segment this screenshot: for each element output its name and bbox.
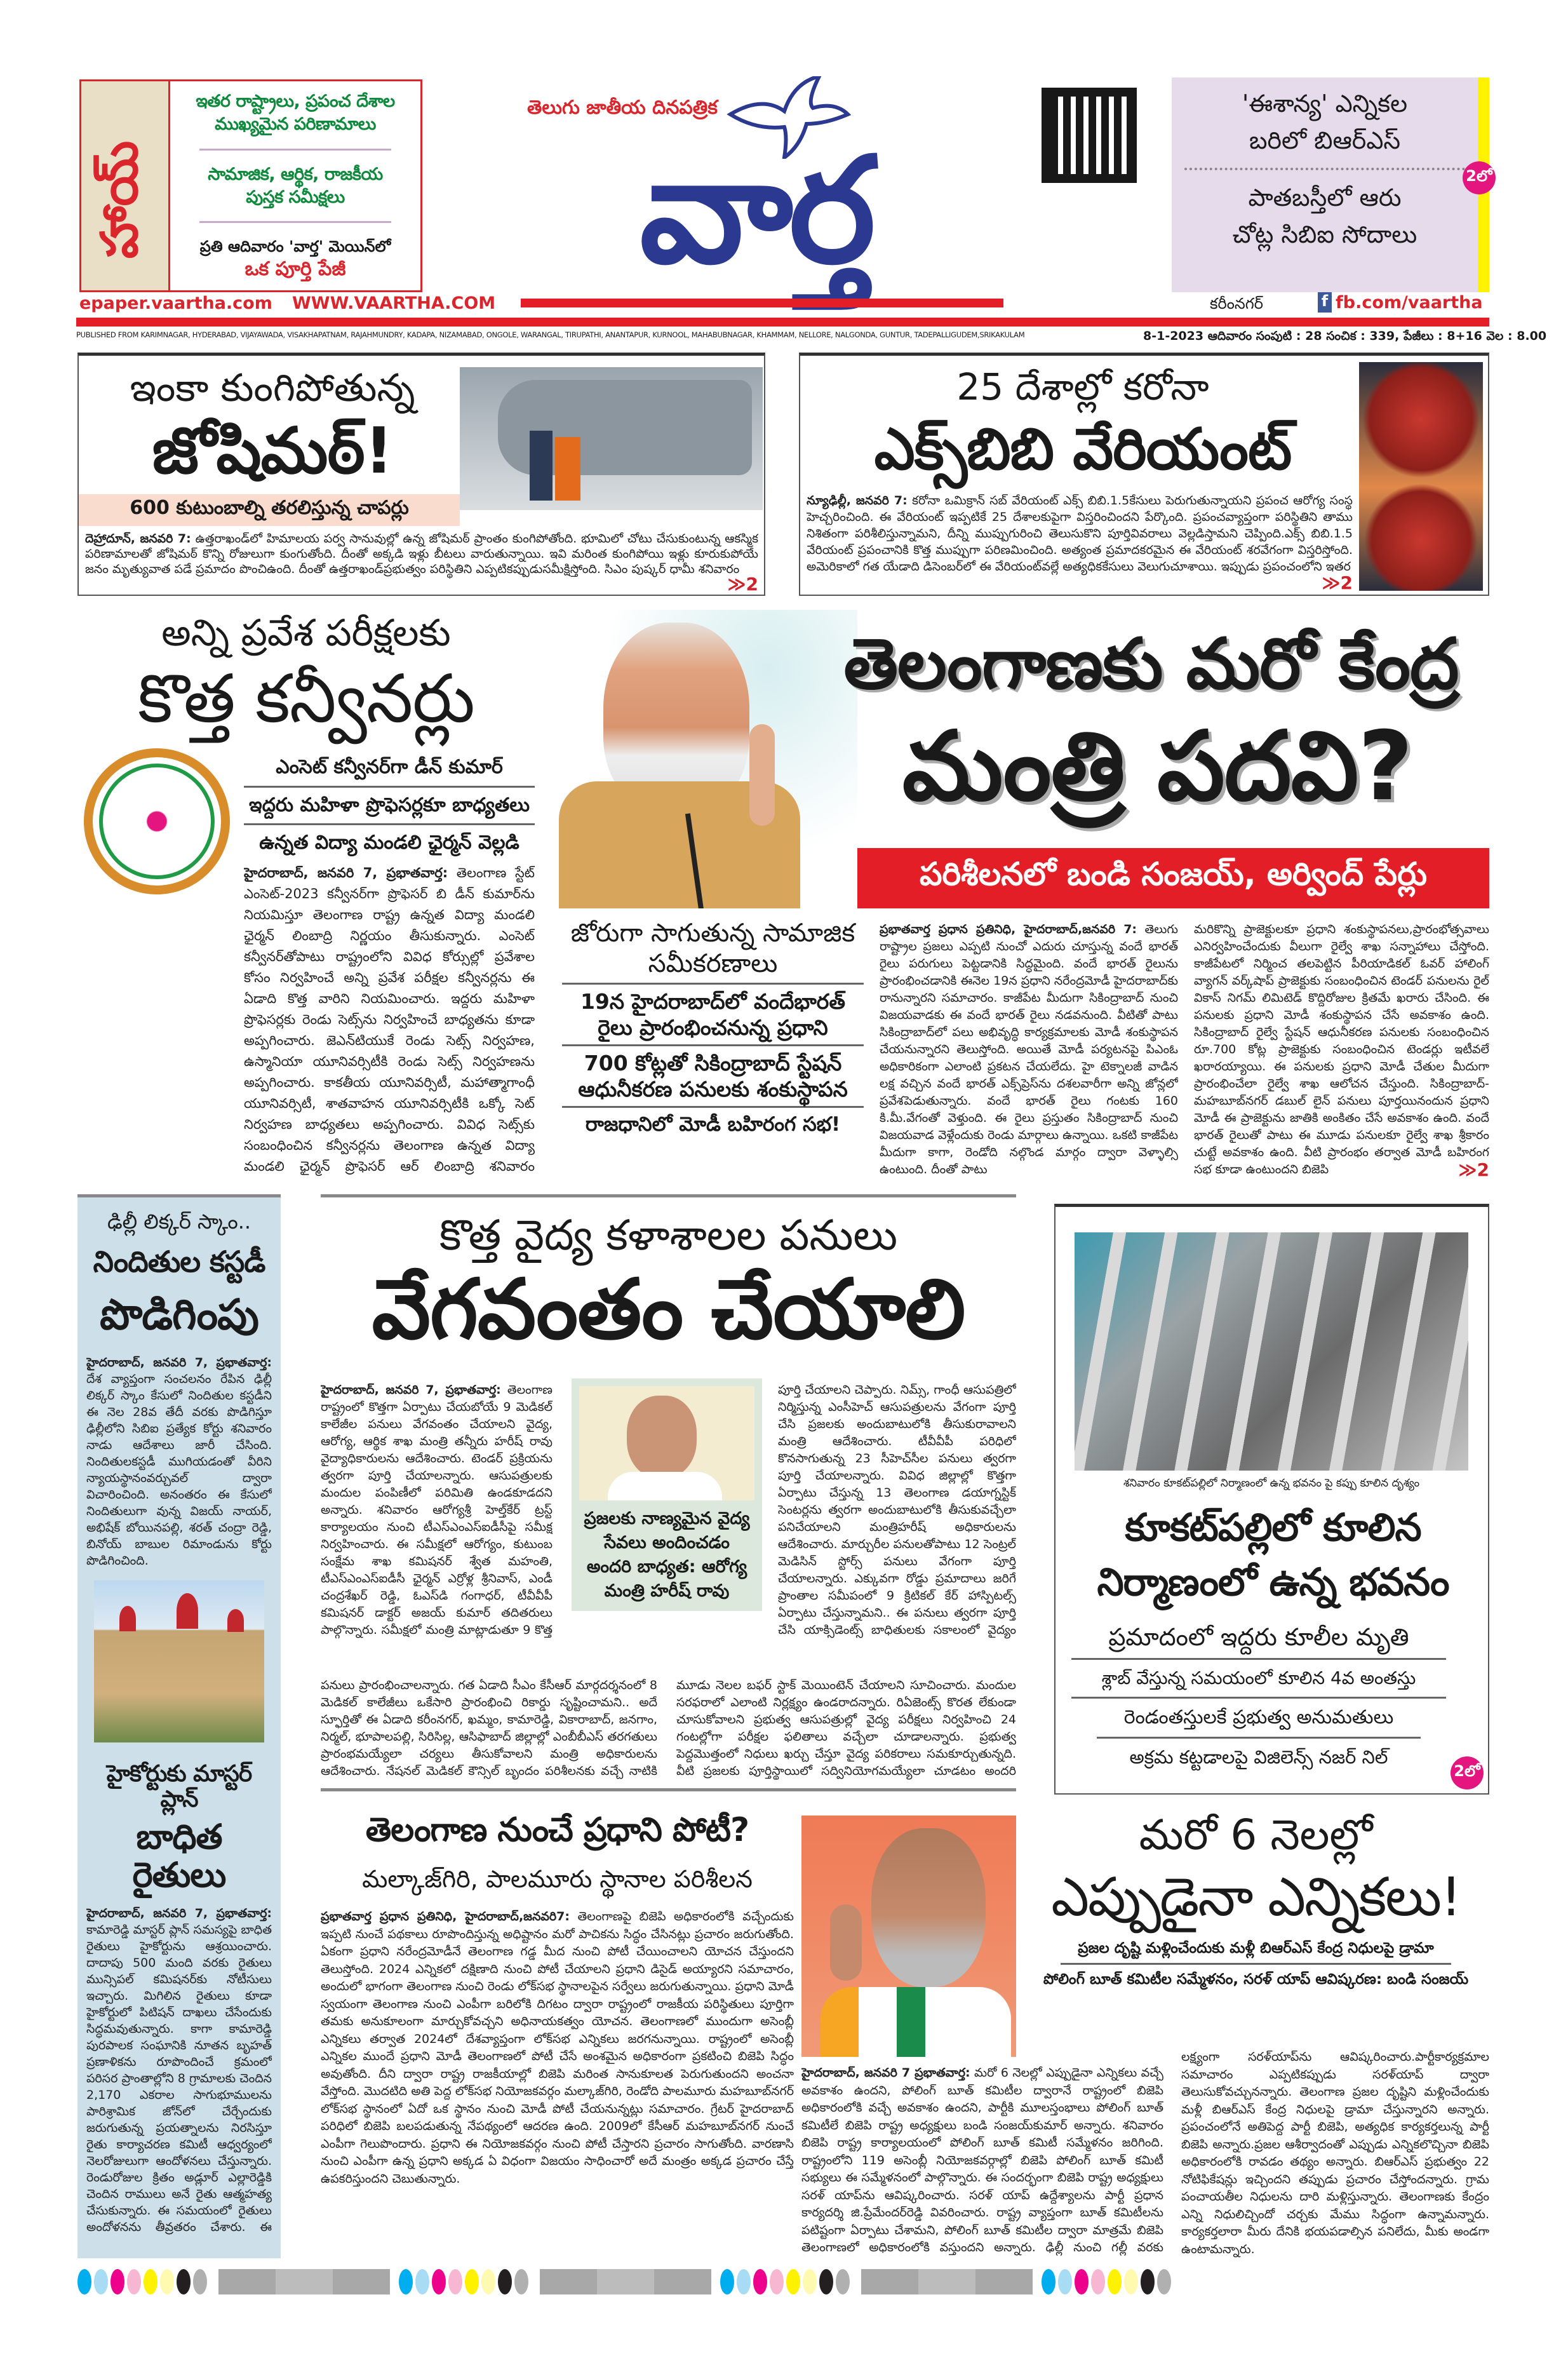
facebook-handle: fb.com/vaartha xyxy=(1336,292,1483,313)
story-subhead: ఉన్నత విద్యా మండలి ఛైర్మన్ వెల్లడి xyxy=(259,832,519,854)
color-swatch-dot xyxy=(144,2269,157,2294)
virus-image xyxy=(1359,362,1483,591)
color-swatch-gray xyxy=(540,2269,597,2294)
story-subheads xyxy=(244,736,535,856)
story-body: న్యూఢిల్లీ, జనవరి 7: కరోనా ఒమిక్రాన్ సబ్ వేరియంట్ ఎక్స్ బిబి.1.5కేసులు పెరుగుతున్నాయని ప్రపంచ ఆరోగ్య సంస్థ హెచ్చరించింది. ఈ వేరియంట్ ఇప్పటికే 25 దేశాలకుపైగా విస్తరించిందని పేర్కొంది. ప్రపంచవ్యాప్తంగా పరిస్థితిని తాము నిశితంగా పరిశీలిస్తున్నామని, దీన్ని ముప్పుగురించి తెలుసుకొని పూర్తివివరాలు వెల్లడిస్తామని చెప్పింది.ఎక్స్ బిబి.1.5 వేరియంట్ ప్రపంచానికి కొత్త ముప్పుగా పరిణమించింది. అత్యంత ప్రమాదకరమైన ఈ వేరియంట్ శరవేగంగా విస్తరిస్తోంది. అమెరికాలో గత యేడాది డిసెంబర్‌లో ఈ వేరియంట్‌వల్లే అత్యధికకేసులు వెలుగుచూశాయి. ఇప్పుడు ప్రపంచంలోని ఇతర ≫2 xyxy=(807,494,1353,591)
tagline: తెలుగు జాతీయ దినపత్రిక xyxy=(527,97,718,119)
elections-body-col2: లక్ష్యంగా సరళ్‌యాప్‌ను ఆవిష్కరించారు.పార్టీకార్యక్రమాల సమాచారం ఎప్పటికప్పుడు సరళ్‌యాప్ ద్వారా తెలుసుకోవచ్చునన్నారు. తెలంగాణ ప్రజల దృష్టిని మళ్లించేందుకు మళ్లీ బిఆర్ఎస్ కేంద్ర నిధులపై డ్రామా చేస్తున్నారని అన్నారు. ప్రపంచంలోనే అతిపెద్ద పార్టీ బిజెపి, అత్యధిక కార్యకర్తలున్న పార్టీ బిజెపి అన్నారు.ప్రజల ఆశీర్వాదంతో ఎప్పుడు ఎన్నికలొచ్చినా బిజెపి అధికారంలోకి రావడం తథ్యం అన్నారు. బిఆర్ఎస్ ప్రభుత్వం 22 నోటిఫికేషన్లు ఇచ్చిందని తప్పుడు ప్రచారం చేస్తోందన్నారు. గ్రామ పంచాయతీల నిధులను దారి మళ్లిస్తున్నారు. తెలంగాణకు కేంద్రం ఎన్ని నిధులిచ్చిందో చర్చకు మేము సిద్ధంగా ఉన్నామన్నారు. కార్యకర్తలారా మీరు దేనికి భయపడాల్సిన పనిలేదు, మీకు అండగా ఉంటామన్నారు. xyxy=(1181,2050,1489,2256)
newspaper-logo: వార్త xyxy=(640,126,872,296)
color-swatch-dot xyxy=(1075,2269,1089,2294)
color-swatch-gray xyxy=(597,2269,654,2294)
facebook-link[interactable] xyxy=(1318,292,1483,313)
photo-caption: ప్రజలకు నాణ్యమైన వైద్య సేవలు అందించడం అందరి బాధ్యత: ఆరోగ్య మంత్రి హరీష్ రావు xyxy=(584,1509,750,1601)
promo-line: పుస్తక సమీక్షలు xyxy=(246,187,345,207)
print-color-bar xyxy=(77,2269,1491,2297)
color-swatch-dot xyxy=(193,2269,207,2294)
story-headline: నిర్మాణంలో ఉన్న భవనం xyxy=(1097,1560,1449,1605)
color-swatch-dot xyxy=(399,2269,413,2294)
teaser-line: 'ఈశాన్య' ఎన్నికల xyxy=(1242,90,1408,118)
story-pm-contest[interactable] xyxy=(321,1801,794,2258)
story-headline: బాధిత రైతులు xyxy=(132,1817,226,1895)
story-subhead: ఇద్దరు మహిళా ప్రొఫెసర్లకూ బాధ్యతలు xyxy=(249,793,530,816)
color-swatch-gray xyxy=(918,2269,975,2294)
left-sidebar xyxy=(77,1194,281,2258)
harish-rao-photo-box xyxy=(572,1378,762,1611)
promo-line: ప్రతి ఆదివారం 'వార్త' మెయిన్‌లో xyxy=(199,238,391,255)
story-subhead: అక్రమ కట్టడాలపై విజిలెన్స్ నజర్ నిల్ xyxy=(1129,1746,1388,1768)
color-swatch-dot xyxy=(1091,2269,1105,2294)
story-headline: కూకట్‌పల్లిలో కూలిన xyxy=(1125,1506,1421,1550)
story-headline: జోషిమఠ్! xyxy=(152,414,393,488)
color-swatch-dot xyxy=(177,2269,191,2294)
story-body: దెహ్రాదూన్, జనవరి 7: ఉత్తరాఖండ్‌లో హిమాలయ పర్వ సానువుల్లో ఉన్న జోషిమఠ్ ప్రాంతం కుంగిపోతోంది. భూమిలో చోటు చేసుకుంటున్న ఆకస్మిక పరిణామాలతో జోషిమఠ్ కొన్ని రోజులుగా కుంగుతోంది. దీంతో అక్కడి ఇళ్లు బీటలు వారుతున్నాయి. ఇవి మరింత కుంగిపోయి ఇళ్లు కూరుకుపోయే జనం మృత్యువాత పడే ప్రమాదం పొంచిఉంది. దీంతో ఉత్తరాఖండ్‌ప్రభుత్వం పరిస్థితిని ఎప్పటికప్పుడుసమీక్షిస్తోంది. సిఎం పుష్కర్ ధామీ శనివారం ≫2 xyxy=(85,532,758,592)
story-kicker: ఇంకా కుంగిపోతున్న xyxy=(130,366,415,410)
lead-body-col1: ప్రభాతవార్త ప్రధాన ప్రతినిధి, హైదరాబాద్,జనవరి 7: తెలుగు రాష్ట్రాల ప్రజలు ఎప్పటి నుంచో ఎదురు చూస్తున్న వందే భారత్ రైలు పరుగులు పెట్టడానికి సిద్ధమైంది. వందే భారత్ రైలును ప్రారంభించడానికి ఈనెల 19న ప్రధాని నరేంద్రమోడీ హైదరాబాద్‌కు రానున్నారని సమాచారం. కాజీపేట మీదుగా సికింద్రాబాద్ నుంచి విజయవాడకు ఈ వందే భారత్ రైలు నడవనుంది. వీటితో పాటు సికింద్రాబాద్‌లో పలు అభివృద్ధి కార్యక్రమాలకు మోడీ శంకుస్థాపన చేయనున్నారని తెలుస్తోంది. అయితే మోడీ పర్యటనపై పిఎంఓ అధికారికంగా ఎలాంటి ప్రకటన చేయలేదు. హై టెక్నాలజీ వాడిన లక్ష వచ్చిన వందే భారత్ ఎక్స్‌ప్రెస్‌ను దశలవారీగా అన్ని జోన్లలో ప్రవేశపెడుతున్నారు. వందే భారత్ రైలు గంటకు 160 కి.మీ.వేగంతో వెళ్తుంది. ఈ రైలు ప్రస్తుతం సికింద్రాబాద్ నుంచి విజయవాడ వెళ్లేందుకు రెండు మార్గాలు ఉన్నాయి. ఒకటి కాజీపేట మీదుగా కాగా, రెండోది నల్గొండ మార్గం ద్వారా వెళ్ళాల్సి ఉంటుంది. దీంతో పాటు xyxy=(880,922,1178,1176)
story-convenors[interactable] xyxy=(77,607,535,1182)
story-subhead: శ్లాబ్ వేస్తున్న సమయంలో కూలిన 4వ అంతస్తు xyxy=(1101,1668,1416,1688)
story-kukatpally-collapse[interactable] xyxy=(1054,1204,1489,1795)
story-body: హైదరాబాద్, జనవరి 7, ప్రభాతవార్త: కామారెడ్డి మాస్టర్ ప్లాన్ సమస్యపై బాధిత రైతులు హైకోర్టును ఆశ్రయించారు. దాదాపు 500 మంది వరకు రైతులు మున్సిపల్ కమిషనర్‌కు నోటీసులు ఇచ్చారు. మిగిలిన రైతులు కూడా హైకోర్టులో పిటిషన్ దాఖలు చేసేందుకు సిద్ధమవుతున్నారు. కాగా కామారెడ్డి పురపాలక సంఘానికి నూతన బృహత్ ప్రణాళికను రూపొందించే క్రమంలో పరిసర ప్రాంతాల్లోని 8 గ్రామాలకు చెందిన 2,170 ఎకరాల సాగుభూములను పారిశ్రామిక జోన్‌లో చేర్చేందుకు జరుగుతున్న ప్రయత్నాలను నిరసిస్తూ రైతు కార్యాచరణ కమిటీ ఆధ్వర్యంలో నెలరోజులుగా ఆందోళనలు చేస్తున్నారు. రెండురోజుల క్రితం అడ్లూర్ ఎల్లారెడ్డికి చెందిన రాములు అనే రైతు ఆత్మహత్య చేసుకున్నారు. ఈ సమయంలో రైతులు అందోళనను తీవ్రతరం చేశారు. ఈ xyxy=(86,1906,272,2235)
color-swatch-dot xyxy=(1124,2269,1138,2294)
side-head: జోరుగా సాగుతున్న సామాజిక సమీకరణాలు xyxy=(570,919,855,978)
story-kicker: కొత్త వైద్య కళాశాలల పనులు xyxy=(439,1211,898,1260)
color-swatch-gray xyxy=(218,2269,276,2294)
masthead-rule xyxy=(76,318,1489,327)
story-subhead: రెండంతస్తులకే ప్రభుత్వ అనుమతులు xyxy=(1123,1706,1394,1728)
color-swatch-gray xyxy=(654,2269,711,2294)
harish-rao-photo xyxy=(579,1386,754,1500)
color-swatch-dot xyxy=(836,2269,850,2294)
story-headline: ఎప్పుడైనా ఎన్నికలు! xyxy=(1051,1865,1461,1928)
color-swatch-dot xyxy=(432,2269,446,2294)
color-swatch-dot xyxy=(77,2269,91,2294)
side-head: 700 కోట్లతో సికింద్రాబాద్ స్టేషన్ ఆధునీకరణ పనులకు శంకుస్థాపన xyxy=(578,1051,848,1102)
story-body: హైదరాబాద్, జనవరి 7, ప్రభాతవార్త: దేశ వ్యాప్తంగా సంచలనం రేపిన ఢిల్లీ లిక్కర్ స్కాం కేసులో నిందితుల కస్టడీని ఈ నెల 28వ తేదీ వరకు పొడిగిస్తూ ఢిల్లీలోని సిబిఐ ప్రత్యేక కోర్టు శనివారం నాడు ఆదేశాలు జారీ చేసింది. నిందితులకస్టడీ ముగియడంతో వీరిని న్యాయస్థానంవర్చువల్ ద్వారా విచారించింది. అనంతరం ఈ కేసులో నిందితులుగా వున్న విజయ్ నాయర్, అభిషేక్ బోయినపల్లి, శరత్ చంద్రా రెడ్డి, బినోయ్ బాబుల రిమాండును కోర్టు పొడిగించింది. xyxy=(86,1356,272,1568)
color-swatch-dot xyxy=(465,2269,479,2294)
story-kicker: ఢిల్లీ లిక్కర్ స్కాం.. xyxy=(107,1209,251,1234)
jump-page-2[interactable]: ≫2 xyxy=(727,574,758,592)
teaser-divider-arrow xyxy=(1184,168,1465,170)
story-headline: పొడిగింపు xyxy=(100,1290,258,1339)
story-headline: హైకోర్టుకు మాస్టర్ ప్లాన్ xyxy=(106,1761,252,1812)
story-subhead: ప్రమాదంలో ఇద్దరు కూలీల మృతి xyxy=(1108,1623,1409,1651)
facebook-icon: f xyxy=(1318,292,1332,313)
story-subhead: పోలింగ్ బూత్ కమిటీల సమ్మేళనం, సరళ్ యాప్ ఆవిష్కరణ: బండి సంజయ్ xyxy=(1043,1971,1469,1988)
lead-headline-line1: తెలంగాణకు మరో కేంద్ర xyxy=(843,623,1459,704)
page-jump-badge[interactable]: 2లో xyxy=(1451,1756,1484,1789)
story-body-col4: మూడు నెలల బఫర్ స్టాక్ మెయింటెన్ చేయాలని సూచించారు. మందుల సరఫరాలో ఎలాంటి నిర్లక్ష్యం ఉండరాదన్నారు. రిఏజెంట్స్ కొరత లేకుండా చూసుకోవాలని ప్రభుత్వ ఆసుపత్రుల్లో వైద్య పరీక్షలు నిర్వహించి 24 గంటల్లోగా పరీక్షల ఫలితాలు వచ్చేలా చూడాలన్నారు. ప్రభుత్వ పెద్దమొత్తంలో నిధులు ఖర్చు చేస్తూ వైద్య పరికరాలు సమకూర్చుతున్నది. వీటి ప్రజలకు పూర్తిస్థాయిలో సద్వినియోగమయ్యేలా చూడటం అందరి xyxy=(676,1678,1016,1778)
story-headline: తెలంగాణ నుంచే ప్రధాని పోటీ? xyxy=(365,1811,749,1849)
color-swatch-dot xyxy=(498,2269,512,2294)
color-swatch-dot xyxy=(481,2269,495,2294)
helicopter-photo xyxy=(460,367,763,510)
color-swatch-gray xyxy=(276,2269,333,2294)
story-body: హైదరాబాద్, జనవరి 7, ప్రభాతవార్త: తెలంగాణ స్టేట్ ఎంసెట్-2023 కన్వీనర్‌గా ప్రొఫెసర్ బి డీన్ కుమార్‌ను నియమిస్తూ తెలంగాణ రాష్ట్ర ఉన్నత విద్యా మండలి ఛైర్మన్ లింబాద్రి నిర్ణయం తీసుకున్నారు. ఎంసెట్ కన్వీనర్‌తోపాటు రాష్ట్రంలోని వివిధ కోర్సుల్లో ప్రవేశాల కోసం నిర్వహించే అన్ని ప్రవేశ పరీక్షల కన్వీనర్లను ఈ ఏడాది కొత్త వారిని నియమించారు. ఇద్దరు మహిళా ప్రొఫెసర్లకు రెండు సెట్స్‌ను నిర్వహించే బాధ్యతను కూడా అప్పగించారు. జెఎన్‌టియుకే రెండు సెట్స్ నిర్వహణ, ఉస్మానియా యూనివర్సిటీకి రెండు సెట్స్ నిర్వహణను అప్పగించారు. కాకతీయ యూనివర్సిటీ, మహాత్మాగాంధీ యూనివర్సిటీ, శాతవాహన యూనివర్సిటీకి ఒక్కో సెట్ నిర్వహణ బాధ్యతలు అప్పగించారు. వివిధ సెట్స్‌కు సంబంధించిన కన్వీనర్లను తెలంగాణ ఉన్నత విద్యా మండలి ఛైర్మన్ ప్రొఫెసర్ ఆర్ లింబాద్రి శనివారం xyxy=(244,865,535,1174)
color-swatch-dot xyxy=(819,2269,833,2294)
lead-body-col2: మరికొన్ని ప్రాజెక్టులకూ ప్రధాని శంకుస్థాపనలు,ప్రారంభోత్సవాలు ఎనిర్వహించేందుకు వీలుగా రైల్వే శాఖ సన్నాహాలు చేస్తోంది. కాజీపేటలో నిర్మించ తలపెట్టిన పీరియాడికల్ ఓవర్ హాలింగ్ వ్యాగన్ వర్క్‌షాప్ ప్రాజెక్టుకు సంబంధించిన టెండర్ పనులను రైల్ వికాస్ నిగమ్ లిమిటెడ్ కొద్దిరోజుల క్రితమే ఖరారు చేసింది. ఈ పనులకు ప్రధాని మోడీ శంకుస్థాపన చేసే అవకాశం ఉంది. సికింద్రాబాద్ రైల్వే స్టేషన్ ఆధునీకరణ పనులకు సంబంధించిన రూ.700 కోట్ల ప్రాజెక్టుకు సంబంధించిన టెండర్లు ఇటీవలే ఖరారయ్యాయి. ఈ పనులకు ప్రధాని మోడీ చేతుల మీదుగా ప్రారంభించేలా రైల్వే శాఖ ఆలోచన చేస్తుంది. సికింద్రాబాద్-మహబూబ్‌నగర్ డబుల్ లైన్ పనులు పూర్తయినందున ప్రధాని మోడీ ఈ ప్రాజెక్టును జాతికి అంకితం చేసే అవకాశం ఉంది. వందే భారత్ రైలుతో పాటు ఈ మూడు పనులకూ రైల్వే శాఖ శ్రీకారం చుట్టే అవకాశం ఉంది. వీటి ప్రారంభం తర్వాత మోడీ బహిరంగ సభ కూడా ఉంటుందని బిజెపి ≫2 xyxy=(1194,922,1489,1178)
story-headline: నిందితుల కస్టడీ xyxy=(93,1244,265,1279)
story-subhead: ఎంసెట్ కన్వీనర్‌గా డీన్ కుమార్ xyxy=(276,756,503,779)
issue-dateline: 8-1-2023 ఆదివారం సంపుటి : 28 సంచిక : 339, పేజీలు : 8+16 వెల : 8.00 xyxy=(1143,329,1547,343)
color-swatch-dot xyxy=(127,2269,141,2294)
story-strap: 600 కుటుంబాల్ని తరలిస్తున్న చాపర్లు xyxy=(79,494,460,526)
promo-box[interactable] xyxy=(79,79,422,292)
color-swatch-dot xyxy=(514,2269,528,2294)
story-body-col3: పనులు ప్రారంభించాలన్నారు. గత ఏడాది సీఎం కేసీఆర్ మార్గదర్శనంలో 8 మెడికల్ కాలేజీలు ఒకేసారి ప్రారంభించి రికార్డు సృష్టించామని.. అదే స్ఫూర్తితో ఈ ఏడాది కరీంనగర్, ఖమ్మం, కామారెడ్డి, వికారాబాద్, జనగాం, నిర్మల్, భూపాలపల్లి, సిరిసిల్ల, ఆసిఫాబాద్ జిల్లాల్లో ఎంబీబీఎస్ తరగతులు ప్రారంభమయ్యేలా చర్యలు తీసుకోవాలని మంత్రి అధికారులను ఆదేశించారు. నేషనల్ మెడికల్ కౌన్సిల్ బృందం పరిశీలనకు వచ్చే నాటికి xyxy=(321,1678,657,1778)
lead-strap: పరిశీలనలో బండి సంజయ్, అర్వింద్ పేర్లు xyxy=(857,848,1489,908)
logo-underline xyxy=(521,299,1003,307)
story-joshimath[interactable] xyxy=(77,353,765,596)
promo-line: ఒక పూర్తి పేజీ xyxy=(245,258,346,280)
published-from: PUBLISHED FROM KARIMNAGAR, HYDERABAD, VIJAYAWADA, VISAKHAPATNAM, RAJAHMUNDRY, KADAPA, NIZAMABAD, ONGOLE, WARANGAL, TIRUPATHI, ANANTAPUR, KURNOOL, MAHABUBNAGAR, KHAMMAM, NELLORE, NALGONDA, GUNTUR, TADEPALLIGUDEM,SRIKAKULAM xyxy=(76,330,1025,339)
edition-label: కరీంనగర్ xyxy=(1210,295,1263,313)
story-kicker: మరో 6 నెలల్లో xyxy=(1139,1810,1373,1859)
color-swatch-dot xyxy=(1042,2269,1055,2294)
photo-caption: శనివారం కూకట్‌పల్లిలో నిర్మాణంలో ఉన్న భవనం పై కప్పు కూలిన దృశ్యం xyxy=(1123,1477,1420,1490)
story-headline: వేగవంతం చేయాలి xyxy=(372,1260,965,1358)
color-swatch-dot xyxy=(770,2269,784,2294)
story-kicker: 25 దేశాల్లో కరోనా xyxy=(956,365,1209,408)
jump-page-2[interactable]: ≫2 xyxy=(1458,1159,1489,1178)
epaper-link[interactable]: epaper.vaartha.com xyxy=(79,293,272,313)
promo-line: ముఖ్యమైన పరిణామాలు xyxy=(215,114,376,134)
color-swatch-dot xyxy=(753,2269,767,2294)
color-swatch-dot xyxy=(1157,2269,1171,2294)
website-link[interactable]: WWW.VAARTHA.COM xyxy=(292,293,496,313)
side-head: 19న హైదరాబాద్‌లో వందేభారత్ రైలు ప్రారంభించనున్న ప్రధాని xyxy=(580,989,846,1040)
teaser-line: చోట్ల సిబిఐ సోదాలు xyxy=(1232,220,1417,248)
color-swatch-dot xyxy=(1141,2269,1155,2294)
story-corona[interactable] xyxy=(799,353,1489,596)
story-subhead: ప్రజల దృష్టి మళ్లించేందుకు మళ్లీ బిఆర్ఎస్ కేంద్ర నిధులపై డ్రామా xyxy=(1078,1939,1434,1957)
lead-headline-line2: మంత్రి పదవి? xyxy=(902,711,1413,822)
color-swatch-gray xyxy=(861,2269,918,2294)
story-body: ప్రభాతవార్త ప్రధాన ప్రతినిధి, హైదరాబాద్,జనవరి7: తెలంగాణపై బిజెపి అధికారంలోకి వచ్చేందుకు ఇప్పటి నుంచే పథకాలు రూపొందిస్తున్న అధిష్టానం మరో పాచికను సిద్ధం చేసినట్లు ప్రచారం జరుగుతోంది. ఏకంగా ప్రధాని నరేంద్రమోడీనే తెలంగాణ గడ్డ మీద నుంచి పోటీ చేయించాలని యోచన చేస్తుందని తెలుస్తోంది. 2024 ఎన్నికలో దక్షిణాది నుంచి పోటీ చేయాలని ప్రధాని డిసైడ్ అయ్యారని సమాచారం, అందులో భాగంగా తెలంగాణ నుంచి రెండు లోక్‌సభ స్థానాలపైన సర్వేలు జరుగుతున్నాయి. ప్రధాని మోడీ స్వయంగా తెలంగాణ నుంచి ఎంపీగా బరిలోకి దిగటం ద్వారా రాష్ట్రంలో రాజకీయ పరిస్థితులు పూర్తిగా తమకు అనుకూలంగా మార్చుకోవచ్చని అధినాయకత్వం యోచన. తెలంగాణలో ముందుగా అసెంబ్లీ ఎన్నికలు తర్వాత 2024లో దేశవ్యాప్తంగా లోక్‌సభ ఎన్నికలు జరగనున్నాయి. రాష్ట్రంలో అసెంబ్లీ ఎన్నికల ముందే ప్రధాని మోడీ తెలంగాణలో పోటీ చేసే అంశమైన అధికారంగా ప్రకటించి బిజెపి సిద్ధం అవుతోంది. దీని ద్వారా రాష్ట్ర రాజకీయాల్లో బిజెపి మరింత సానుకూలత పెరుగుతుందని అంచనా వేస్తోంది. మొదటిది అతి పెద్ద లోక్‌సభ నియోజకవర్గం మల్కాజ్‌గిరి, రెండోది పాలమూరు మహబూబ్‌నగర్ లోక్‌సభ స్థానంలో ఏదో ఒక స్థానం నుంచి మోడీ పోటీ చేయనున్నట్లు సమాచారం. గ్రేటర్ హైదరాబాద్ పరిధిలో బిజెపి బలపడుతున్న నేపథ్యంలో ఆదరణ ఉంది. 2009లో కేసీఆర్ మహబూబ్‌నగర్ నుంచే ఎంపీగా గెలుపొందారు. ప్రధాని ఈ నియోజకవర్గం నుంచి పోటీ చేస్తారని ప్రచారం సాగుతోంది. వారణాసి నుంచి ఎంపీగా ఉన్న ప్రధాని అక్కడ ఏ విధంగా విజయం సాధించారో అదే మంత్రం అక్కడ ప్రచారం చేస్తే ఉపకరిస్తుందని చెబుతున్నారు. xyxy=(321,1910,794,2186)
tschi-logo xyxy=(84,748,230,894)
color-swatch-dot xyxy=(111,2269,124,2294)
jump-page-2[interactable]: ≫2 xyxy=(1322,572,1353,591)
story-medical-colleges[interactable] xyxy=(321,1194,1016,1785)
promo-logo: హాయ్ xyxy=(90,140,149,259)
teaser-line: బరిలో బిఆర్ఎస్ xyxy=(1249,126,1401,154)
side-head: రాజధానిలో మోడీ బహిరంగ సభ! xyxy=(585,1113,841,1136)
elections-body-col1: హైదరాబాద్, జనవరి 7 ప్రభాతవార్త: మరో 6 నెలల్లో ఎప్పుడైనా ఎన్నికలు వచ్చే అవకాశం ఉందని, పోలింగ్ బూత్ కమిటీల ద్వారానే రాష్ట్రంలో బిజెపి అధికారంలోకి వచ్చే అవకాశం ఉందని, పార్టీకి మూలస్తంభాలు పోలింగ్ బూత్ కమిటీలే బిజెపి రాష్ట్ర అధ్యక్షులు బండి సంజయ్‌కుమార్ అన్నారు. శనివారం బిజెపి రాష్ట్ర కార్యాలయంలో పోలింగ్ బూత్ కమిటీ సమ్మేళనం జరిగింది. రాష్ట్రంలోని 119 అసెంబ్లీ నియోజకవర్గాల్లో బిజెపి పోలింగ్ బూత్ కమిటీ సభ్యులు ఈ సమ్మేళనంలో పాల్గొన్నారు. ఈ సందర్భంగా బిజెపి రాష్ట్ర అధ్యక్షులు సరళ్ యాప్‌ను ఆవిష్కరించారు. సరళ్ యాప్ ఉద్దేశ్యాలను పార్టీ ప్రధాన కార్యదర్శి జి.ప్రేమేందర్‌రెడ్డి వివరించారు. రాష్ట్ర వ్యాప్తంగా బూత్ కమిటీలను పటిష్టంగా ఏర్పాటు చేశామని, పోలింగ్ బూత్ కమిటీల ద్వారా మాత్రమే బిజెపి తెలంగాణలో అధికారంలోకి వస్తుందని అన్నారు. ఢిల్లీ నుంచి గల్లీ వరకు xyxy=(801,2066,1163,2254)
promo-logo-strip xyxy=(81,81,170,290)
story-headline: కొత్త కన్వీనర్లు xyxy=(138,659,474,738)
color-swatch-dot xyxy=(160,2269,174,2294)
color-swatch-dot xyxy=(1058,2269,1072,2294)
collapse-photo xyxy=(1075,1232,1468,1471)
color-swatch-gray xyxy=(975,2269,1033,2294)
promo-line: సామాజిక, ఆర్థిక, రాజకీయ xyxy=(208,164,383,184)
story-body-col1: హైదరాబాద్, జనవరి 7, ప్రభాతవార్త: తెలంగాణ రాష్ట్రంలో కొత్తగా ఏర్పాటు చేయబోయే 9 మెడికల్ కాలేజీల పనులు వేగవంతం చేయాలని వైద్య, ఆరోగ్య, ఆర్థిక శాఖ మంత్రి తన్నీరు హరీష్ రావు వైద్యాధికారులను ఆదేశించారు. టెండర్ ప్రక్రియను త్వరగా పూర్తి చేయాలన్నారు. ఆసుపత్రులకు మందుల పంపిణీలో పరిమితి ఉండకూడదని అన్నారు. శనివారం ఆరోగ్యశ్రీ హెల్త్‌కేర్ ట్రస్ట్ కార్యాలయం నుంచి టీఎస్ఎంఎస్ఐడీసీపై సమీక్ష నిర్వహించారు. ఈ సమీక్షలో ఆరోగ్యం, కుటుంబ సంక్షేమ శాఖ కమిషనర్ శ్వేత మహంతి, టీఎస్ఎంఎస్ఐడీసీ ఛైర్మన్ ఎర్రోళ్ల శ్రీనివాస్, ఎండీ చంద్రశేఖర్ రెడ్డి, ఓఎస్‌డి గంగాధర్, టీవీవీపీ కమిషనర్ డాక్టర్ అజయ్ కుమార్ తదితరులు పాల్గొన్నారు. సమీక్షలో మంత్రి మాట్లాడుతూ 9 కొత్త xyxy=(321,1383,553,1637)
story-subhead: మల్కాజ్‌గిరి, పాలమూరు స్థానాల పరిశీలన xyxy=(362,1865,753,1894)
story-elections[interactable] xyxy=(1022,1801,1489,2042)
color-swatch-dot xyxy=(94,2269,108,2294)
qr-code[interactable] xyxy=(1042,88,1137,183)
color-swatch-dot xyxy=(803,2269,817,2294)
teaser-line: పాతబస్తీలో ఆరు xyxy=(1248,184,1402,212)
story-dateline: హైదరాబాద్, జనవరి 7 ప్రభాతవార్త: xyxy=(801,2066,970,2080)
story-body-col2: పూర్తి చేయాలని చెప్పారు. నిమ్స్, గాంధీ ఆసుపత్రిలో నిర్మిస్తున్న ఎంసీహెచ్ ఆసుపత్రులను వేగంగా పూర్తి చేసి ప్రజలకు అందుబాటులోకి తీసుకురావాలని మంత్రి ఆదేశించారు. టీవీవీపీ పరిధిలో కొనసాగుతున్న 23 సీహెచ్‌సీల పనులు త్వరగా పూర్తి చేయాలన్నారు. వివిధ జిల్లాల్లో కొత్తగా ఏర్పాటు చేస్తున్న 13 తెలంగాణ డయాగ్నస్టిక్ సెంటర్లను త్వరగా అందుబాటులోకి తీసుకువచ్చేలా పనిచేయాలని మంత్రిహరీష్ అధికారులను ఆదేశించారు. మార్చురీల పనులతోపాటు 12 సెంట్రల్ మెడిసిన్ స్టోర్స్ పనులు వేగంగా పూర్తి చేయాలన్నారు. ఎక్కువగా రోడ్డు ప్రమాదాలు జరిగే ప్రాంతాల సమీపంలో 9 క్రిటికల్ కేర్ హాస్పిటల్స్ ఏర్పాటు చేస్తున్నామని.. ఈ పనులు త్వరగా పూర్తి చేసి యాక్సిడెంట్స్ బాధితులకు సకాలంలో వైద్యం xyxy=(778,1383,1016,1637)
lead-side-heads xyxy=(562,918,864,1138)
page-jump-badge[interactable]: 2లో xyxy=(1463,161,1496,194)
story-kicker: అన్ని ప్రవేశ పరీక్షలకు xyxy=(161,611,451,654)
color-swatch-dot xyxy=(720,2269,734,2294)
promo-line: ఇతర రాష్ట్రాలు, ప్రపంచ దేశాల xyxy=(196,91,395,111)
color-swatch-dot xyxy=(737,2269,751,2294)
bandi-sanjay-photo xyxy=(801,1816,1016,2057)
section-divider xyxy=(321,1788,1016,1791)
teaser-box[interactable] xyxy=(1172,77,1492,292)
story-headline: ఎక్స్‌బిబి వేరియంట్ xyxy=(874,416,1292,483)
color-swatch-dot xyxy=(415,2269,429,2294)
color-swatch-gray xyxy=(333,2269,390,2294)
color-swatch-dot xyxy=(448,2269,462,2294)
color-swatch-dot xyxy=(786,2269,800,2294)
high-court-photo xyxy=(94,1580,264,1742)
color-swatch-dot xyxy=(1108,2269,1122,2294)
